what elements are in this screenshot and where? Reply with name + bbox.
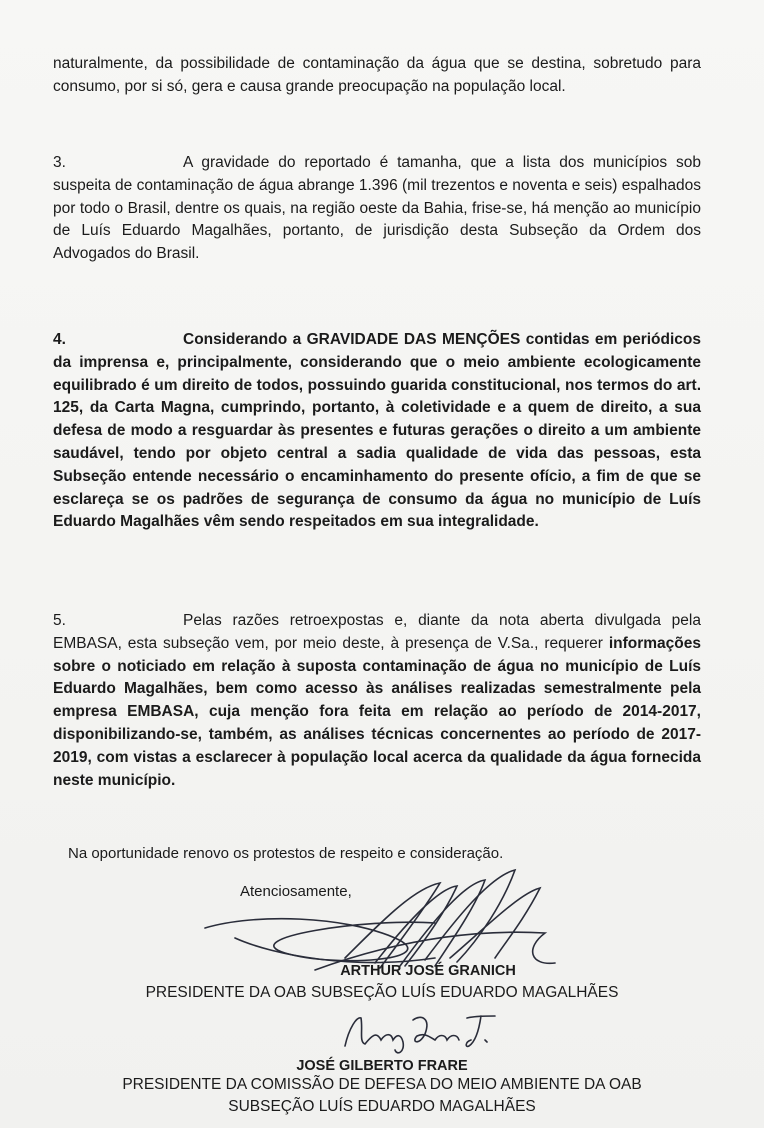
paragraph-5 — [53, 610, 701, 792]
paragraph-3-number: 3. — [53, 154, 66, 171]
closing-line: Na oportunidade renovo os protestos de respeito e consideração. — [68, 845, 504, 862]
signature-2-image — [335, 1008, 515, 1058]
signer-2-title-line-1: PRESIDENTE DA COMISSÃO DE DEFESA DO MEIO AMBIENTE DA OAB — [122, 1076, 642, 1093]
paragraph-4-text: Considerando a GRAVIDADE DAS MENÇÕES contidas em periódicos da imprensa e, principalmente, considerando que o meio ambiente ecologicamente equilibrado é um direito de todos, possuindo guarida constitucional, nos termos do art. 125, da Carta Magna, cumprindo, portanto, à coletividade e a quem de direito, a sua defesa de modo a resguardar às presentes e futuras gerações o direito a um ambiente saudável, tendo por objeto central a sadia qualidade de vida das pessoas, esta Subseção entende necessário o encaminhamento do presente ofício, a fim de que se esclareça se os padrões de segurança de consumo da água no município de Luís Eduardo Magalhães vêm sendo respeitados em sua integralidade. — [53, 331, 701, 531]
intro-paragraph: naturalmente, da possibilidade de contaminação da água que se destina, sobretudo para consumo, por si só, gera e causa grande preocupação na população local. — [53, 55, 701, 95]
paragraph-5-plain-text: Pelas razões retroexpostas e, diante da nota aberta divulgada pela EMBASA, esta subseção vem, por meio deste, à presença de V.Sa., requerer — [53, 612, 701, 652]
signer-2-name: JOSÉ GILBERTO FRARE — [296, 1058, 468, 1074]
paragraph-4-number: 4. — [53, 331, 66, 348]
signer-1-title: PRESIDENTE DA OAB SUBSEÇÃO LUÍS EDUARDO MAGALHÃES — [145, 984, 619, 1001]
paragraph-5-bold-text: informações sobre o noticiado em relação à suposta contaminação de água no município de Luís Eduardo Magalhães, bem como acesso às análises realizadas semestralmente pela empresa EMBASA, cuja menção fora feita em relação ao período de 2014-2017, disponibilizando-se, também, as análises técnicas concernentes ao período de 2017-2019, com vistas a esclarecer à população local acerca da qualidade da água fornecida neste município. — [53, 634, 701, 789]
paragraph-4 — [53, 329, 701, 534]
paragraph-3-text: A gravidade do reportado é tamanha, que a lista dos municípios sob suspeita de contaminação de água abrange 1.396 (mil trezentos e noventa e seis) espalhados por todo o Brasil, dentre os quais, na região oeste da Bahia, frise-se, há menção ao município de Luís Eduardo Magalhães, portanto, de jurisdição desta Subseção da Ordem dos Advogados do Brasil. — [53, 154, 701, 263]
paragraph-3 — [53, 152, 701, 266]
signer-2-title-line-2: SUBSEÇÃO LUÍS EDUARDO MAGALHÃES — [228, 1098, 536, 1115]
signer-1-name: ARTHUR JOSÉ GRANICH — [340, 963, 516, 979]
salutation: Atenciosamente, — [240, 883, 352, 900]
paragraph-5-number: 5. — [53, 612, 66, 629]
